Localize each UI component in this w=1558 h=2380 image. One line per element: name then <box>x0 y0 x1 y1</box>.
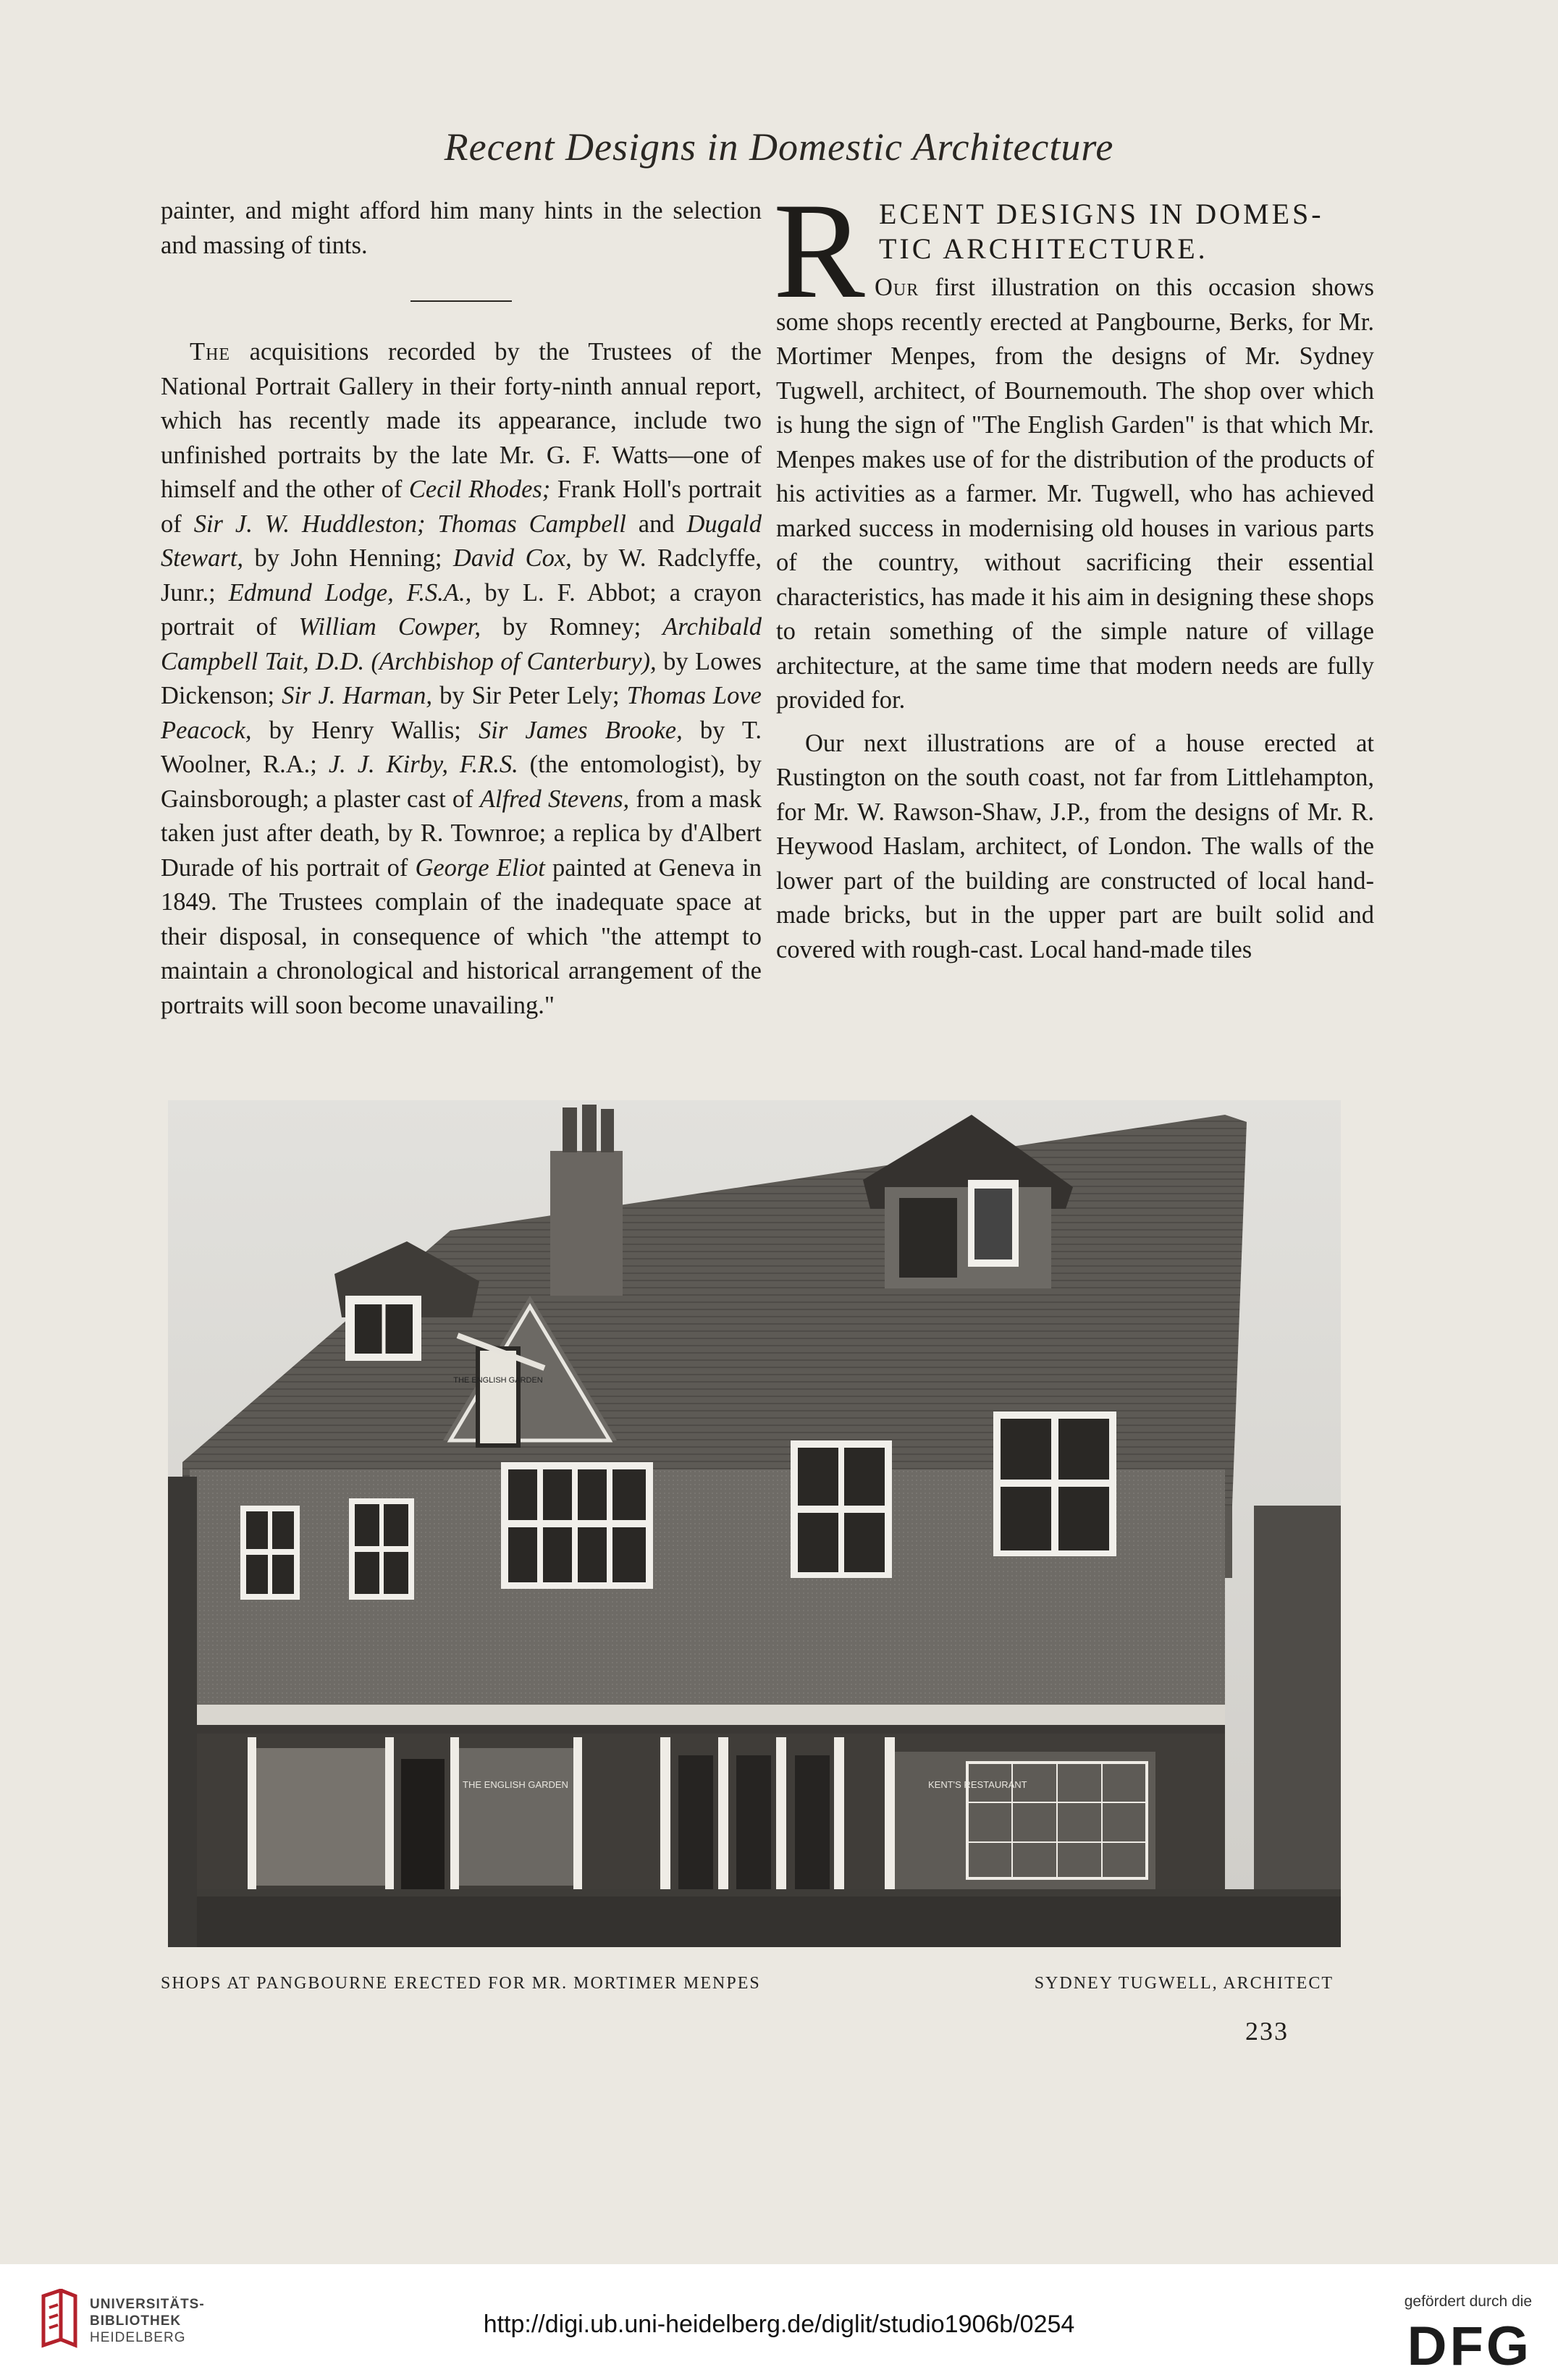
text-run: by Lowes Dickenson; <box>161 647 762 709</box>
paragraph-rustington: Our next illustrations are of a house erected at Rustington on the south coast, not far from Littlehampton, for Mr. W. Rawson-Shaw, J.P., from the designs of Mr. R. Heywood Haslam, architect, of London. The walls of the lower part of the building are constructed of local hand-made bricks, but in the upper part are built solid and covered with rough-cast. Local hand-made tiles <box>776 729 1374 963</box>
left-column <box>161 194 762 1023</box>
dfg-logo: DFG <box>1407 2316 1532 2377</box>
smallcaps-opening: The <box>190 338 231 366</box>
permalink[interactable]: http://digi.ub.uni-heidelberg.de/diglit/studio1906b/0254 <box>483 2311 1075 2338</box>
text-run: and <box>626 510 687 538</box>
drop-cap: R <box>773 175 865 327</box>
text-run: painted at Geneva in 1849. The Trustees complain of the inadequate space at their disposal, in consequence of which "the attempt to maintain a chronological and historical arrangement of the portraits will soon become unavailing." <box>161 853 762 1019</box>
text-run: first illustration on this occasion shows some shops recently erected at Pangbourne, Berks, for Mr. Mortimer Menpes, from the designs of Mr. Sydney Tugwell, architect, of Bournemouth. The shop over which is hung the sign of "The English Garden" is that which Mr. Menpes makes use of for the distribution of the products of his activities as a farmer. Mr. Tugwell, who has achieved marked success in modernising old houses in various parts of the country, without sacrificing their essential characteristics, has made it his aim in designing these shops to retain something of the simple nature of village architecture, at the same time that modern needs are fully provided for. <box>776 274 1374 714</box>
text-run: Frank Holl's portrait of <box>161 476 762 538</box>
library-name-line: UNIVERSITÄTS- <box>90 2297 205 2312</box>
text-run: acquisitions recorded by the Trustees of the National Portrait Gallery in their forty-ninth annual report, which has recently made its appearance, include two unfinished portraits by the late Mr. G. F. Watts—one of himself and the other of <box>161 338 762 503</box>
page-number: 233 <box>1245 2017 1289 2046</box>
restaurant-sign-text: KENT'S RESTAURANT <box>928 1779 1027 1790</box>
italic-run: Thomas Campbell <box>437 510 626 538</box>
italic-run: David Cox, <box>452 544 572 572</box>
italic-run: Dugald Stewart, <box>161 510 762 572</box>
italic-run: Alfred Stevens, <box>479 785 630 813</box>
italic-run: William Cowper, <box>298 613 481 641</box>
italic-run: George Eliot <box>415 853 545 882</box>
text-run <box>425 510 437 538</box>
text-run: by Sir Peter Lely; <box>432 682 627 709</box>
text-run: by L. F. Abbot; a crayon portrait of <box>161 578 762 641</box>
funding-note: gefördert durch die <box>1404 2293 1532 2310</box>
heading-line-1: ECENT DESIGNS IN DOMES- <box>879 198 1324 230</box>
italic-run: Archibald Campbell Tait, D.D. (Archbishop of Canterbury), <box>161 613 762 675</box>
paragraph-continuation: painter, and might afford him many hints in the selection and massing of tints. <box>161 197 762 259</box>
photo-shops-pangbourne <box>168 1100 1341 1947</box>
text-run: by Romney; <box>481 613 663 641</box>
italic-run: Thomas Love Peacock, <box>161 682 762 744</box>
right-column <box>773 175 1374 967</box>
text-run: by John Henning; <box>243 544 453 572</box>
italic-run: Sir James Brooke, <box>478 716 683 744</box>
running-head: Recent Designs in Domestic Architecture <box>444 125 1114 169</box>
italic-run: Sir J. Harman, <box>282 682 433 709</box>
italic-run: J. J. Kirby, F.R.S. <box>328 751 518 778</box>
library-name-line: BIBLIOTHEK <box>90 2313 182 2329</box>
paragraph-portrait-gallery <box>161 335 762 1023</box>
italic-run: Edmund Lodge, F.S.A., <box>228 578 472 607</box>
text-run: (the entomologist), by Gainsborough; a plaster cast of <box>161 751 762 813</box>
sign-board-text: THE ENGLISH GARDEN <box>453 1376 543 1385</box>
digitization-footer <box>0 2264 1558 2380</box>
smallcaps-opening: Our <box>875 274 919 301</box>
heading-line-2: TIC ARCHITECTURE. <box>879 232 1208 265</box>
text-run: by W. Radclyffe, Junr.; <box>161 544 762 607</box>
text-run: by T. Woolner, R.A.; <box>161 716 762 778</box>
photo-credit: SYDNEY TUGWELL, ARCHITECT <box>1034 1974 1334 1993</box>
photo-caption: SHOPS AT PANGBOURNE ERECTED FOR MR. MORTIMER MENPES <box>161 1974 761 1993</box>
article-heading <box>773 175 1374 339</box>
text-run: by Henry Wallis; <box>251 716 479 744</box>
shop-window-text: THE ENGLISH GARDEN <box>463 1779 568 1790</box>
section-divider <box>410 300 512 302</box>
library-name-line: HEIDELBERG <box>90 2330 186 2345</box>
italic-run: Cecil Rhodes; <box>408 476 551 503</box>
italic-run: Sir J. W. Huddleston; <box>193 510 426 538</box>
text-run: from a mask taken just after death, by R. Townroe; a replica by d'Albert Durade of his portrait of <box>161 785 762 882</box>
